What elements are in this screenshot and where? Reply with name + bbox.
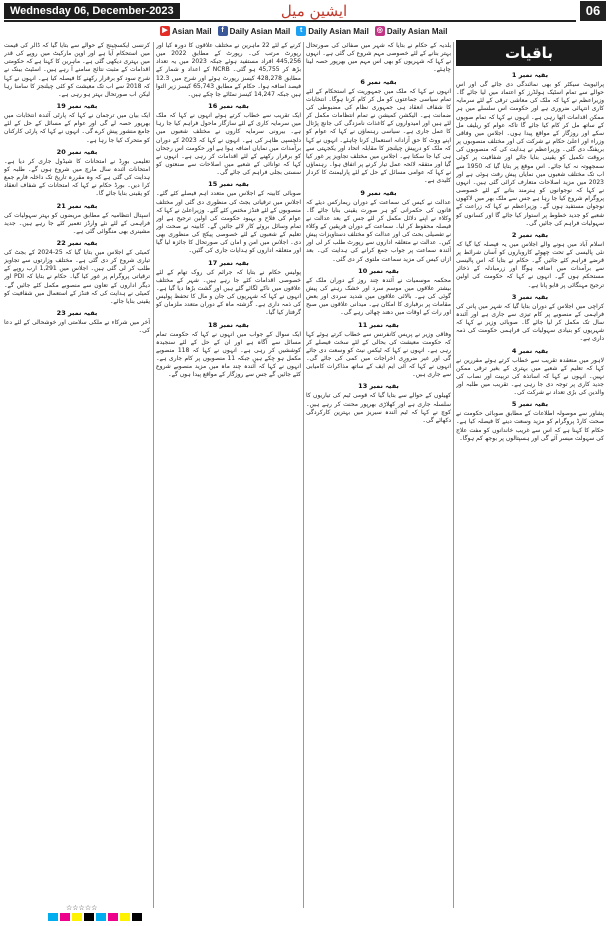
article-text: آخر میں شرکاء نے ملکی سلامتی اور خوشحالی کے لئے دعا کی۔ (4, 319, 150, 335)
article-text: وفاقی وزیر نے پریس کانفرنس سے خطاب کرتے ہوئے کہا کہ حکومت معیشت کی بحالی کے لئے سخت فیصلے کر رہی ہے۔ انہوں نے کہا کہ ٹیکس نیٹ کو وسعت دی جائے گی اور غیر ضروری اخراجات میں کمی کی جائے گی۔ انہوں نے کہا کہ آئی ایم ایف کے ساتھ مذاکرات کامیابی سے جاری ہیں۔ (306, 330, 451, 379)
continuation-heading: بقیہ نمبر 15 (208, 180, 249, 189)
article-text: ایک تقریب سے خطاب کرتے ہوئے انہوں نے کہا کہ ملک میں سرمایہ کاری کے لئے سازگار ماحول فراہم کیا جا رہا ہے۔ بیرونی سرمایہ کاروں نے مختلف شعبوں میں دلچسپی ظاہر کی ہے۔ انہوں نے کہا کہ 2023 کے دوران برآمدات میں نمایاں اضافہ ہوا ہے اور حکومت اس رجحان کو برقرار رکھنے کے لئے اقدامات کر رہی ہے۔ انہوں نے کہا کہ توانائی کے شعبے میں اصلاحات سے صنعتوں کو سستی بجلی فراہم کی جائے گی۔ (156, 112, 301, 177)
social-label: Daily Asian Mail (308, 26, 369, 36)
continuation-heading: بقیہ نمبر 13 (358, 382, 399, 391)
registration-swatch (96, 913, 106, 921)
article-text: تعلیمی بورڈ نے امتحانات کا شیڈول جاری کر دیا ہے۔ امتحانات آئندہ سال مارچ میں شروع ہوں گے۔ طلبہ کو ہدایت کی گئی ہے کہ وہ مقررہ تاریخ تک داخلہ فارم جمع کرا دیں۔ بورڈ حکام نے کہا کہ امتحانات کے شفاف انعقاد کو یقینی بنایا جائے گا۔ (4, 157, 150, 198)
continuation-heading: بقیہ نمبر 9 (360, 188, 397, 197)
article-text: محکمہ موسمیات نے آئندہ چند روز کے دوران ملک کے بیشتر علاقوں میں موسم سرد اور خشک رہنے کی پیش گوئی کی ہے۔ بالائی علاقوں میں شدید سردی اور بعض مقامات پر برفباری کا امکان ہے۔ میدانی علاقوں میں صبح اور رات کے اوقات میں دھند چھائی رہے گی۔ (306, 276, 451, 317)
youtube-icon: ▶ (160, 26, 170, 36)
registration-swatch (108, 913, 118, 921)
article-text: کرنے کے لئے 22 ماہرین نے مختلف علاقوں کا دورہ کیا اور رپورٹ مرتب کی۔ رپورٹ کے مطابق 2022 میں 445,256 افراد مستفید ہوئے جبکہ 2023 میں یہ تعداد بڑھ کر 45,755 ہو گئی۔ NCRB کے اعداد و شمار کے مطابق 428,278 کیسز رپورٹ ہوئے اور شرح میں 12.3 فیصد اضافہ ہوا۔ حکام کے مطابق 65,743 کیسز زیر التوا ہیں جبکہ 14,247 کیسز نمٹائے جا چکے ہیں۔ (156, 42, 301, 98)
continuation-heading: بقیہ نمبر 16 (208, 102, 249, 111)
article-text: صوبائی کابینہ کے اجلاس میں متعدد اہم فیصلے کئے گئے۔ اجلاس میں ترقیاتی بجٹ کی منظوری دی گئی اور مختلف منصوبوں کے لئے فنڈز مختص کئے گئے۔ وزیراعلیٰ نے کہا کہ عوام کی فلاح و بہبود حکومت کی اولین ترجیح ہے اور تمام وسائل بروئے کار لائے جائیں گے۔ کابینہ نے صحت اور تعلیم کے شعبوں کے لئے خصوصی پیکج کی منظوری بھی دی۔ اجلاس میں امن و امان کی صورتحال کا جائزہ لیا گیا اور متعلقہ اداروں کو ہدایات جاری کی گئیں۔ (156, 190, 301, 255)
social-links (160, 24, 447, 38)
facebook-icon: f (218, 26, 228, 36)
article-text: کمیٹی کے اجلاس میں بتایا گیا کہ 25-2024 کے بجٹ کی تیاری شروع کر دی گئی ہے۔ مختلف وزارتوں سے تجاویز طلب کر لی گئی ہیں۔ اجلاس میں 1,291 ارب روپے کے ترقیاتی پروگرام پر غور کیا گیا۔ حکام نے بتایا کہ PDI اور دیگر اداروں کے تعاون سے منصوبے مکمل کئے جائیں گے۔ کمیٹی نے ہدایت کی کہ فنڈز کے استعمال میں شفافیت کو یقینی بنایا جائے۔ (4, 248, 150, 305)
registration-swatch (72, 913, 82, 921)
article-text: اسلام آباد میں ہونے والے اجلاس میں یہ فیصلہ کیا گیا کہ نئی پالیسی کے تحت چھوٹے کاروباروں کو آسان شرائط پر قرضے فراہم کئے جائیں گے۔ حکام نے بتایا کہ اس پالیسی سے برآمدات میں اضافہ ہوگا اور زرمبادلہ کے ذخائر مستحکم ہوں گے۔ انہوں نے کہا کہ حکومت کی اولین ترجیح مہنگائی پر قابو پانا ہے۔ (456, 240, 604, 289)
continuation-heading: بقیہ نمبر 6 (360, 77, 397, 86)
instagram-icon: ◎ (376, 27, 383, 34)
continuation-heading: بقیہ نمبر 17 (208, 258, 249, 267)
end-stars: ☆☆☆☆☆ (66, 904, 98, 912)
social-youtube[interactable] (160, 24, 212, 38)
column-divider (303, 42, 304, 908)
article-text: کرنسی ایکسچینج کے حوالے سے بتایا گیا کہ ڈالر کی قیمت میں استحکام آیا ہے اور اوپن مارکیٹ میں روپے کی قدر میں بہتری دیکھی گئی ہے۔ ماہرین کا کہنا ہے کہ حکومتی اقدامات کے مثبت نتائج سامنے آ رہے ہیں۔ اسٹیٹ بینک نے شرح سود کو برقرار رکھنے کا فیصلہ کیا ہے۔ انہوں نے کہا کہ 2018 سے اب تک معیشت کو کئی چیلنجز کا سامنا رہا لیکن اب صورتحال بہتر ہو رہی ہے۔ (4, 42, 150, 98)
column-1 (456, 68, 604, 908)
registration-swatch (48, 913, 58, 921)
continuation-heading: بقیہ نمبر 4 (511, 346, 549, 355)
social-twitter[interactable] (296, 24, 369, 38)
article-text: ایک بیان میں ترجمان نے کہا کہ پارٹی آئندہ انتخابات میں بھرپور حصہ لے گی اور عوام کے مسائل کے حل کے لئے جامع منشور پیش کرے گی۔ انہوں نے کہا کہ پارٹی کارکنان کو متحرک کیا جا رہا ہے۔ (4, 112, 150, 144)
article-text: کھیلوں کے حوالے سے بتایا گیا کہ قومی ٹیم کی تیاریوں کا سلسلہ جاری ہے اور کھلاڑی بھرپور محنت کر رہے ہیں۔ کوچ نے کہا کہ ٹیم آئندہ سیریز میں بہترین کارکردگی دکھائے گی۔ (306, 392, 451, 424)
article-text: پشاور سے موصولہ اطلاعات کے مطابق صوبائی حکومت نے صحت کارڈ پروگرام کو مزید وسعت دینے کا فیصلہ کیا ہے۔ حکام کا کہنا ہے کہ اس سے غریب خاندانوں کو مفت علاج کی سہولت میسر آئے گی اور ہسپتالوں پر بوجھ کم ہوگا۔ (456, 410, 604, 442)
registration-swatch (132, 913, 142, 921)
article-text: انہوں نے کہا کہ ملک میں جمہوریت کے استحکام کے لئے تمام سیاسی جماعتوں کو مل کر کام کرنا ہوگا۔ انتخابات کا شفاف انعقاد ہی جمہوری نظام کی مضبوطی کی ضمانت ہے۔ الیکشن کمیشن نے تمام انتظامات مکمل کر لئے ہیں اور امیدواروں کے کاغذات نامزدگی کی جانچ پڑتال کا عمل جاری ہے۔ سیاسی رہنماؤں نے کہا کہ عوام کو اپنے ووٹ کا حق آزادانہ استعمال کرنا چاہئے۔ انہوں نے کہا کہ ملک کو درپیش چیلنجز کا مقابلہ اتحاد اور یکجہتی سے ہی کیا جا سکتا ہے۔ اجلاس میں مختلف تجاویز پر غور کیا گیا اور متفقہ لائحہ عمل تیار کرنے پر اتفاق ہوا۔ رہنماؤں نے کہا کہ عوامی مسائل کے حل کے لئے پارلیمنٹ کا کردار کلیدی ہے۔ (306, 87, 451, 185)
registration-swatch (60, 913, 70, 921)
social-label: Daily Asian Mail (229, 26, 291, 36)
article-text: لاہور میں منعقدہ تقریب سے خطاب کرتے ہوئے مقررین نے کہا کہ تعلیم کے شعبے میں بہتری کے بغیر ترقی ممکن نہیں۔ انہوں نے کہا کہ اساتذہ کی تربیت اور نصاب کی جدید کاری پر توجہ دی جا رہی ہے۔ تقریب میں طلبہ اور والدین کی بڑی تعداد نے شرکت کی۔ (456, 356, 604, 397)
header-rule (4, 20, 576, 22)
continuation-heading: بقیہ نمبر 10 (358, 266, 399, 275)
continuation-heading: بقیہ نمبر 2 (511, 230, 549, 239)
masthead-logo: ایشین میل (280, 2, 348, 20)
continuation-heading: بقیہ نمبر 5 (511, 400, 549, 409)
issue-date: Wednesday 06, December-2023 (4, 3, 180, 19)
article-text: اسپتال انتظامیہ کے مطابق مریضوں کو بہتر سہولیات کی فراہمی کے لئے نئے وارڈز تعمیر کئے جا رہے ہیں۔ جدید مشینری بھی منگوائی گئی ہے۔ (4, 211, 150, 235)
column-divider (153, 42, 154, 908)
continuation-heading: بقیہ نمبر 19 (56, 102, 98, 111)
article-text: پولیس حکام نے بتایا کہ جرائم کی روک تھام کے لئے خصوصی اقدامات کئے جا رہے ہیں۔ شہر کے مختلف علاقوں میں ناکے لگائے گئے ہیں اور گشت بڑھا دیا گیا ہے۔ انہوں نے کہا کہ شہریوں کی جان و مال کا تحفظ پولیس کی ذمہ داری ہے۔ گزشتہ ماہ کے دوران متعدد ملزمان کو گرفتار کیا گیا۔ (156, 268, 301, 317)
continuation-heading: بقیہ نمبر 22 (56, 238, 98, 247)
continuation-heading: بقیہ نمبر 23 (56, 309, 98, 318)
column-4 (4, 42, 150, 908)
article-text: عدالت نے کیس کی سماعت کے دوران ریمارکس دیئے کہ قانون کی حکمرانی کو ہر صورت یقینی بنایا جائے گا۔ وکلاء نے اپنے دلائل مکمل کر لئے جس کے بعد عدالت نے فیصلہ محفوظ کر لیا۔ سماعت کے دوران فریقین کے وکلاء نے تفصیلی بحث کی اور عدالت کو مختلف دستاویزات پیش کیں۔ عدالت نے متعلقہ اداروں سے رپورٹ طلب کر لی اور آئندہ سماعت پر جواب جمع کرانے کی ہدایت کی۔ بعد ازاں کیس کی مزید سماعت ملتوی کر دی گئی۔ (306, 198, 451, 263)
continuation-heading: بقیہ نمبر 3 (511, 292, 549, 301)
page-number: 06 (580, 1, 606, 21)
article-text: کراچی میں اجلاس کے دوران بتایا گیا کہ شہر میں پانی کی فراہمی کے منصوبے پر کام تیزی سے جاری ہے اور آئندہ سال تک مکمل کر لیا جائے گا۔ صوبائی وزیر نے کہا کہ شہریوں کو بنیادی سہولیات کی فراہمی حکومت کی ذمہ داری ہے۔ (456, 302, 604, 343)
page-header (0, 0, 610, 40)
continuation-heading: بقیہ نمبر 20 (56, 147, 98, 156)
social-label: Daily Asian Mail (386, 26, 448, 36)
column-divider (453, 42, 454, 908)
social-instagram[interactable] (375, 24, 448, 38)
social-label: Asian Mail (172, 26, 212, 36)
column-3 (156, 42, 301, 908)
article-text: ایک سوال کے جواب میں انہوں نے کہا کہ حکومت تمام مسائل سے آگاہ ہے اور ان کے حل کے لئے سنجیدہ کوششیں کر رہی ہے۔ انہوں نے کہا کہ 118 منصوبے مکمل ہو چکے ہیں جبکہ 11 منصوبوں پر کام جاری ہے۔ انہوں نے کہا کہ آئندہ چند ماہ میں مزید منصوبے شروع کئے جائیں گے جس سے روزگار کے مواقع پیدا ہوں گے۔ (156, 330, 301, 379)
continuation-heading: بقیہ نمبر 18 (208, 320, 249, 329)
registration-color-bar (48, 913, 142, 921)
registration-swatch (120, 913, 130, 921)
column-2 (306, 42, 451, 908)
continuation-heading: بقیہ نمبر 11 (358, 320, 399, 329)
continuation-heading: بقیہ نمبر 21 (56, 201, 98, 210)
page-footer (0, 904, 610, 926)
twitter-icon: t (296, 26, 306, 36)
article-text: بلدیہ کے حکام نے بتایا کہ شہر میں صفائی کی صورتحال بہتر بنانے کے لئے خصوصی مہم شروع کی گئی ہے۔ انہوں نے کہا کہ شہریوں کو بھی اس مہم میں بھرپور حصہ لینا چاہئے۔ (306, 42, 451, 74)
continuation-heading: بقیہ نمبر 1 (511, 71, 549, 79)
social-facebook[interactable] (218, 24, 291, 38)
section-banner: باقیات (456, 40, 602, 66)
registration-swatch (84, 913, 94, 921)
article-text: پرائیویٹ سیکٹر کو بھی نمائندگی دی جائے گی اور اس حوالے سے تمام اسٹیک ہولڈرز کو اعتماد میں لیا جائے گا۔ وزیراعظم نے کہا کہ ملک کی معاشی ترقی کے لئے سرمایہ کاری انتہائی ضروری ہے اور حکومت اس سلسلے میں ہر ممکن اقدامات اٹھا رہی ہے۔ انہوں نے کہا کہ تمام صوبوں کے ساتھ مل کر کام کیا جائے گا تاکہ عوام کو ریلیف مل سکے اور روزگار کے مواقع پیدا ہوں۔ اجلاس میں وفاقی وزراء اور اعلیٰ حکام نے شرکت کی اور مختلف منصوبوں پر بریفنگ دی گئی۔ وزیراعظم نے ہدایت کی کہ منصوبوں کی بروقت تکمیل کو یقینی بنایا جائے اور شفافیت پر کوئی سمجھوتہ نہ کیا جائے۔ اس موقع پر بتایا گیا کہ 1950 سے اب تک مختلف شعبوں میں نمایاں پیش رفت ہوئی ہے اور 2023 میں مزید اصلاحات متعارف کرائی گئی ہیں۔ انہوں نے کہا کہ نوجوانوں کو ہنرمند بنانے کے لئے خصوصی پروگرام شروع کیا جا رہا ہے جس سے ملک بھر میں لاکھوں نوجوان مستفید ہوں گے۔ وزیراعظم نے کہا کہ زراعت کے شعبے کو جدید خطوط پر استوار کیا جائے گا اور کسانوں کو سہولیات فراہم کی جائیں گی۔ (456, 81, 604, 227)
